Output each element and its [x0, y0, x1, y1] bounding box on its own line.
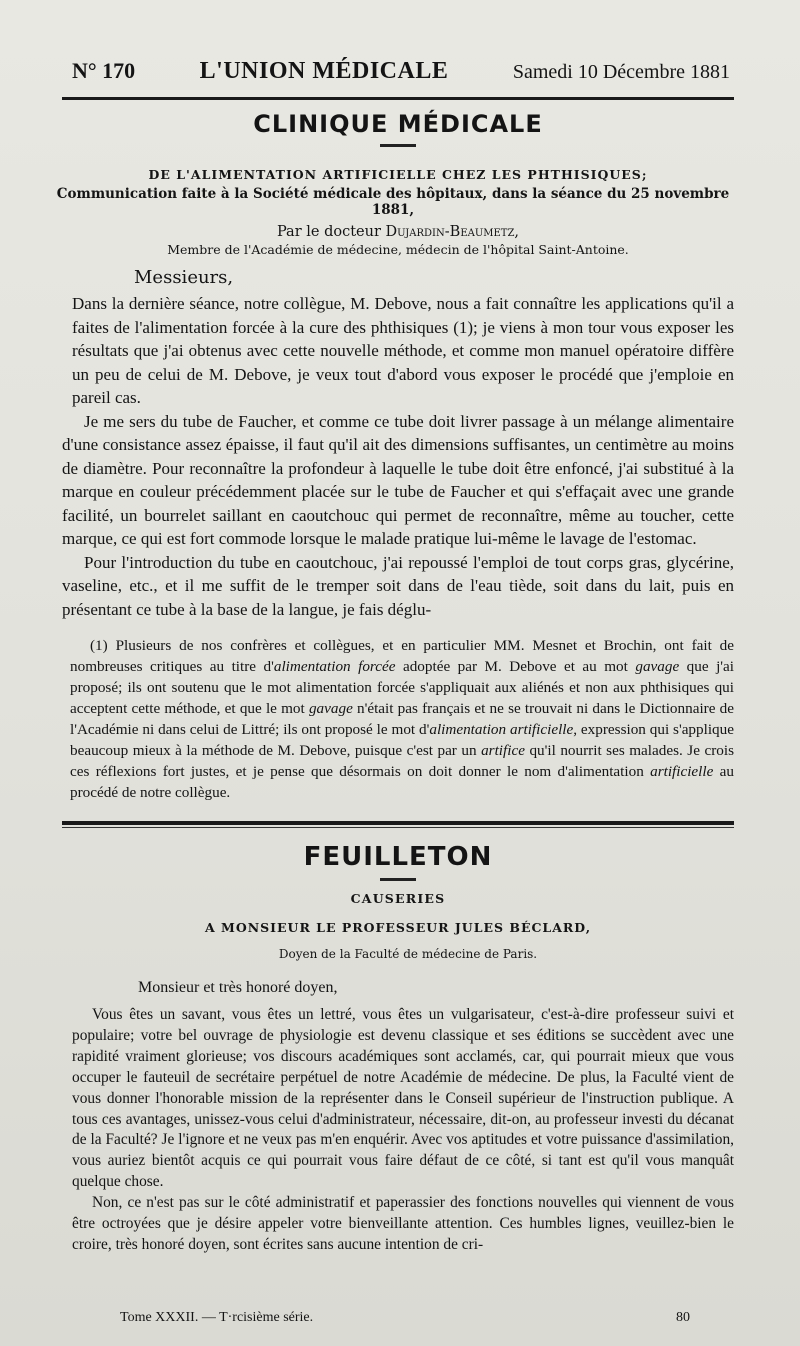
feuilleton-subtitle: CAUSERIES — [350, 891, 446, 906]
article-body — [62, 292, 734, 621]
title-divider — [380, 144, 416, 147]
paragraph: Vous êtes un savant, vous êtes un lettré, vous êtes un vulgarisateur, c'est-à-dire professeur suivi et populaire; votre bel ouvrage de physiologie est devenu classique et ses éditions se succèdent avec une rapidité vraiment glorieuse; vos discours académiques sont acclamés, car, qui pourrait mieux que vous occuper le fauteuil de secrétaire perpétuel de notre Académie de médecine. De plus, la Faculté vient de vous donner l'honorable mission de la représenter dans le Conseil supérieur de l'instruction publique. A tous ces avantages, unissez-vous celui d'administrateur, nécessaire, dit-on, au professeur investi du décanat de la Faculté? Je l'ignore et ne veux pas m'en enquérir. Avec vos aptitudes et votre puissance d'assimilation, vous auriez bientôt acquis ce qui pourrait vous faire défaut de ce côté, si tant est qu'il vous manquât quelque chose. — [72, 1006, 734, 1191]
volume-info: Tome XXXII. — T·rcisième série. — [120, 1310, 314, 1325]
page-number: 80 — [676, 1310, 690, 1325]
header-rule — [62, 97, 734, 100]
author-name: Dujardin-Beaumetz, — [385, 224, 520, 240]
paragraph: Je me sers du tube de Faucher, et comme ce tube doit livrer passage à un mélange alimentaire d'une consistance assez épaisse, il faut qu'il ait des dimensions suffisantes, un centimètre au moins de diamètre. Pour reconnaître la profondeur à laquelle le tube doit être enfoncé, j'ai substitué à la marque en couleur précédemment placée sur le tube de Faucher et qui s'effaçait avec une grande facilité, un bourrelet saillant en caoutchouc qui permet de reconnaître, même au toucher, cette marque, ce qui est fort commode lorsque le malade pratique lui-même le lavage de l'estomac. — [62, 411, 734, 548]
addressee-title: Doyen de la Faculté de médecine de Paris. — [278, 947, 538, 961]
issue-date: Samedi 10 Décembre 1881 — [512, 61, 730, 83]
section-title: CLINIQUE MÉDICALE — [253, 110, 543, 138]
paragraph: Dans la dernière séance, notre collègue, M. Debove, nous a fait connaître les applications qu'il a faites de l'alimentation forcée à la cure des phthisiques (1); je viens à mon tour vous exposer les résultats que j'ai obtenus avec cette nouvelle méthode, et comme mon manuel opératoire diffère un peu de celui de M. Debove, je veux tout d'abord vous exposer le procédé que j'emploie en pareil cas. — [72, 294, 734, 407]
paragraph: Pour l'introduction du tube en caoutchouc, j'ai repoussé l'emploi de tout corps gras, glycérine, vaseline, etc., et il me suffit de le tremper soit dans de l'eau tiède, soit dans du lait, puis en présentant ce tube à la base de la langue, je fais déglu- — [62, 552, 734, 619]
article-subtitle: DE L'ALIMENTATION ARTIFICIELLE CHEZ LES PHTHISIQUES; — [148, 167, 648, 182]
feuilleton-salutation: Monsieur et très honoré doyen, — [138, 979, 338, 996]
salutation: Messieurs, — [134, 267, 234, 288]
feuilleton-rule-thin — [62, 827, 734, 828]
issue-number: N° 170 — [72, 58, 136, 83]
paragraph: Non, ce n'est pas sur le côté administratif et paperassier des fonctions nouvelles qui viennent de vous être octroyées que je désire appeler votre bienveillante attention. Ces humbles lignes, veuillez-bien le croire, très honoré doyen, sont écrites sans aucune intention de cri- — [72, 1194, 734, 1253]
communication-line: Communication faite à la Société médicale des hôpitaux, dans la séance du 25 novembre 1881, — [56, 186, 730, 218]
feuilleton-body — [62, 1005, 734, 1256]
addressee: A MONSIEUR LE PROFESSEUR JULES BÉCLARD, — [204, 920, 592, 935]
author-membership: Membre de l'Académie de médecine, médecin de l'hôpital Saint-Antoine. — [167, 242, 629, 257]
page-header — [62, 58, 734, 85]
feuilleton-rule — [62, 821, 734, 825]
page-footer — [120, 1310, 690, 1326]
journal-title: L'UNION MÉDICALE — [199, 58, 449, 84]
feuilleton-divider — [380, 878, 416, 881]
author-prefix: Par le docteur — [276, 224, 381, 240]
feuilleton-title: FEUILLETON — [303, 842, 493, 872]
author-line — [62, 224, 734, 240]
footnote: (1) Plusieurs de nos confrères et collègues, et en particulier MM. Mesnet et Brochin, ont fait de nombreuses critiques au titre d'alimentation forcée adoptée par M. Debove et au mot gavage que j'ai proposé; ils ont soutenu que le mot alimentation forcée s'appliquait aux aliénés et non aux phthisiques qui acceptent cette méthode, et que le mot gavage n'était pas français et ne se trouvait ni dans le Dictionnaire de l'Académie ni dans celui de Littré; ils ont proposé le mot d'alimentation artificielle, expression qui s'applique beaucoup mieux à la méthode de M. Debove, puisque c'est par un artifice qu'il nourrit ses malades. Je crois ces réflexions fort justes, et je pense que désormais on doit donner le nom d'alimentation artificielle au procédé de notre collègue. — [70, 637, 734, 801]
